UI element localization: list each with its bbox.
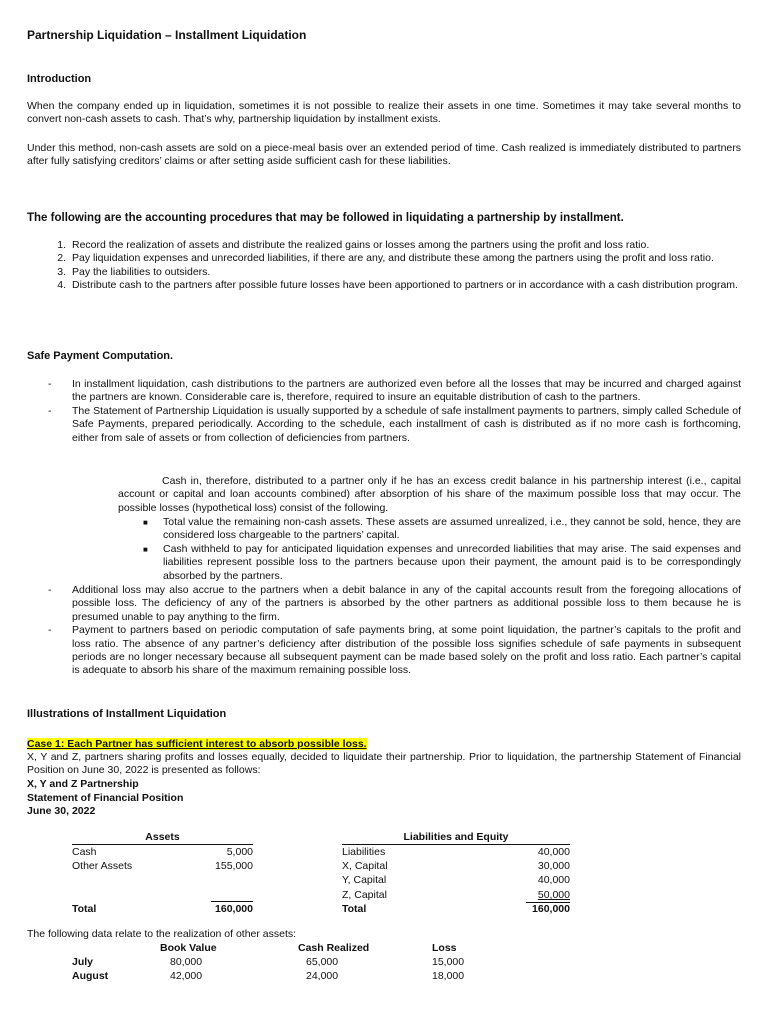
list-item: - In installment liquidation, cash distributions to the partners are authorized even before all the losses that may be incurred and charged against the partners are known. Considerable care is, therefore, required to insure an equitable distribution of cash to the partners. — [48, 378, 741, 404]
list-item: 2. Pay liquidation expenses and unrecorded liabilities, if there are any, and distribute these among the partners using the profit and loss ratio. — [57, 252, 714, 265]
introduction-paragraph-2: Under this method, non-cash assets are sold on a piece-meal basis over an extended period of time. Cash realized is immediately distributed to partners after fully satisfying creditors’ claims or after setting aside sufficient cash for these liabilities. — [27, 142, 741, 168]
case-1-description: X, Y and Z, partners sharing profits and losses equally, decided to liquidate their partnership. Prior to liquidation, the partnership Statement of Financial Position on June 30, 2022 is presented as follows: — [27, 751, 741, 777]
list-item: 3. Pay the liabilities to outsiders. — [57, 265, 211, 278]
table-row: Z, Capital 50,000 — [72, 887, 570, 902]
company-name: X, Y and Z Partnership — [27, 778, 139, 790]
statement-title: Statement of Financial Position — [27, 792, 184, 804]
list-item: ■ Total value the remaining non-cash assets. These assets are assumed unrealized, i.e., they cannot be sold, hence, they are considered loss chargeable to the partners’ capital. — [143, 516, 741, 542]
procedures-heading: The following are the accounting procedures that may be followed in liquidating a partnership by installment. — [27, 212, 624, 224]
table-row: Cash 5,000 Liabilities 40,000 — [72, 846, 570, 858]
list-item: ■ Cash withheld to pay for anticipated liquidation expenses and unrecorded liabilities that may arise. The said expenses and liabilities represent possible loss to the partners because upon their payment, the amount paid is to be correspondingly absorbed by the partners. — [143, 542, 741, 582]
liabilities-equity-header: Liabilities and Equity — [342, 830, 570, 845]
list-item: - Payment to partners based on periodic computation of safe payments bring, at some point liquidation, the partner’s capitals to the profit and loss ratio. The absence of any partner’s deficiency after distribution of the possible loss signifies schedule of safe payments in subsequent periods are no longer necessary because all subsequent payment can be made based solely on the profit and loss ratio. Each partner’s capital is adequate to absorb his share of the maximum remaining possible loss. — [48, 624, 741, 677]
table-row: Y, Capital 40,000 — [342, 874, 570, 886]
list-item: 4. Distribute cash to the partners after possible future losses have been apportioned to partners or in accordance with a cash distribution program. — [57, 279, 738, 292]
statement-date: June 30, 2022 — [27, 805, 96, 817]
statement-of-financial-position-table — [72, 830, 570, 916]
realization-intro: The following data relate to the realization of other assets: — [27, 928, 297, 940]
subtotal-underline — [211, 887, 253, 902]
case-1-title: Case 1: Each Partner has sufficient interest to absorb possible loss. — [27, 738, 367, 750]
table-row: August 42,000 24,000 18,000 — [72, 970, 465, 982]
safe-payment-bullets-b — [48, 584, 741, 678]
table-header-row — [72, 830, 570, 845]
illustrations-heading: Illustrations of Installment Liquidation — [27, 708, 227, 720]
table-row: Other Assets 155,000 X, Capital 30,000 — [72, 860, 570, 872]
introduction-heading: Introduction — [27, 73, 92, 85]
procedures-list — [57, 239, 741, 293]
introduction-paragraph-1: When the company ended up in liquidation, sometimes it is not possible to realize their assets in one time. Sometimes it may take several months to convert non-cash assets to cash. That’s why, partnership liquidation by installment exists. — [27, 100, 741, 126]
assets-header: Assets — [72, 830, 253, 845]
list-item: - Additional loss may also accrue to the partners when a debit balance in any of the capital accounts result from the foregoing allocations of possible loss. The deficiency of any of the partners is absorbed by the other partners as additional possible loss to them because he is presumed unable to pay anything to the firm. — [48, 584, 741, 623]
page-title: Partnership Liquidation – Installment Liquidation — [27, 28, 307, 42]
list-item: 1. Record the realization of assets and distribute the realized gains or losses among the partners using the profit and loss ratio. — [57, 239, 650, 251]
realization-table — [72, 941, 526, 983]
table-total-row: Total 160,000 Total 160,000 — [72, 903, 570, 915]
list-item: - The Statement of Partnership Liquidation is usually supported by a schedule of safe installment payments to partners, simply called Schedule of Safe Payments, prepared periodically. According to the schedule, each installment of cash is distributed as if no more cash is forthcoming, either from sale of assets or from collection of deficiencies from partners. — [48, 404, 741, 444]
safe-payment-heading: Safe Payment Computation. — [27, 350, 174, 362]
table-row: July 80,000 65,000 15,000 — [72, 956, 465, 968]
safe-payment-indented-paragraph: Cash in, therefore, distributed to a partner only if he has an excess credit balance in his partnership interest (i.e., capital account or capital and loan accounts combined) after absorption of his share of the maximum possible loss that may occur. The possible losses (hypothetical loss) consist of the following. — [118, 475, 741, 514]
safe-payment-bullets-a — [48, 378, 741, 445]
table-header-row: Book Value Cash Realized Loss — [160, 942, 457, 954]
possible-loss-sub-bullets — [143, 516, 741, 583]
